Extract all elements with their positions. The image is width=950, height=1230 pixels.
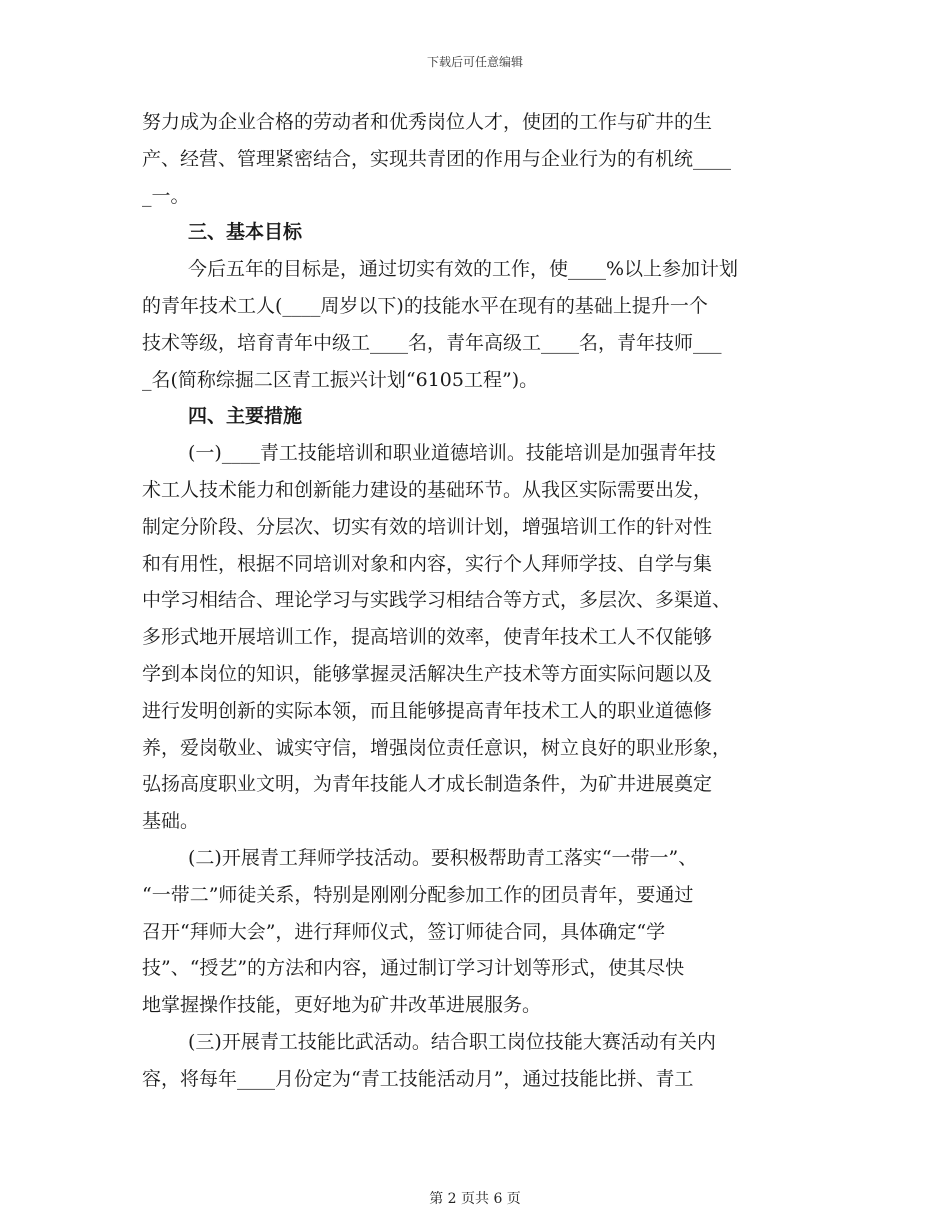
text-line: (三)开展青工技能比武活动。结合职工岗位技能大赛活动有关内 bbox=[188, 1030, 716, 1053]
section-heading: 三、基本目标 bbox=[188, 221, 303, 244]
text-line: 召开“拜师大会”，进行拜师仪式，签订师徒合同，具体确定“学 bbox=[142, 920, 666, 943]
text-line: 地掌握操作技能，更好地为矿井改革进展服务。 bbox=[142, 994, 542, 1017]
text-line: 容，将每年____月份定为“青工技能活动月”，通过技能比拼、青工 bbox=[142, 1067, 694, 1090]
text-line: (二)开展青工拜师学技活动。要积极帮助青工落实“一带一”、 bbox=[188, 846, 698, 869]
text-line: (一)____青工技能培训和职业道德培训。技能培训是加强青年技 bbox=[188, 442, 716, 465]
document-body bbox=[142, 104, 808, 1098]
text-line: 术工人技术能力和创新能力建设的基础环节。从我区实际需要出发， bbox=[142, 478, 713, 501]
text-line: 制定分阶段、分层次、切实有效的培训计划，增强培训工作的针对性 bbox=[142, 515, 713, 538]
text-line: 基础。 bbox=[142, 810, 200, 833]
text-line: _一。 bbox=[142, 184, 190, 207]
text-line: _名(简称综掘二区青工振兴计划“6105工程”)。 bbox=[142, 368, 539, 391]
text-line: 产、经营、管理紧密结合，实现共青团的作用与企业行为的有机统____ bbox=[142, 147, 732, 170]
page-header: 下载后可任意编辑 bbox=[426, 55, 523, 69]
text-line: 技”、“授艺”的方法和内容，通过制订学习计划等形式，使其尽快 bbox=[142, 957, 685, 980]
text-line: 养，爱岗敬业、诚实守信，增强岗位责任意识，树立良好的职业形象， bbox=[142, 736, 732, 759]
page-footer: 第 2 页共 6 页 bbox=[429, 1191, 521, 1207]
text-line: 弘扬高度职业文明，为青年技能人才成长制造条件，为矿井进展奠定 bbox=[142, 773, 713, 796]
text-line: 努力成为企业合格的劳动者和优秀岗位人才，使团的工作与矿井的生 bbox=[142, 111, 713, 133]
text-line: 学到本岗位的知识，能够掌握灵活解决生产技术等方面实际问题以及 bbox=[142, 662, 713, 685]
section-heading: 四、主要措施 bbox=[188, 405, 303, 428]
text-line: 多形式地开展培训工作，提高培训的效率，使青年技术工人不仅能够 bbox=[142, 626, 713, 649]
text-line: 技术等级，培育青年中级工____名，青年高级工____名，青年技师___ bbox=[142, 331, 722, 354]
text-line: 今后五年的目标是，通过切实有效的工作，使____%以上参加计划 bbox=[188, 258, 739, 281]
text-line: 和有用性，根据不同培训对象和内容，实行个人拜师学技、自学与集 bbox=[142, 552, 713, 575]
text-line: 中学习相结合、理论学习与实践学习相结合等方式，多层次、多渠道、 bbox=[142, 589, 732, 612]
text-line: 的青年技术工人(____周岁以下)的技能水平在现有的基础上提升一个 bbox=[142, 294, 708, 317]
text-line: “一带二”师徒关系，特别是刚刚分配参加工作的团员青年，要通过 bbox=[142, 883, 694, 906]
text-line: 进行发明创新的实际本领，而且能够提高青年技术工人的职业道德修 bbox=[142, 699, 713, 722]
